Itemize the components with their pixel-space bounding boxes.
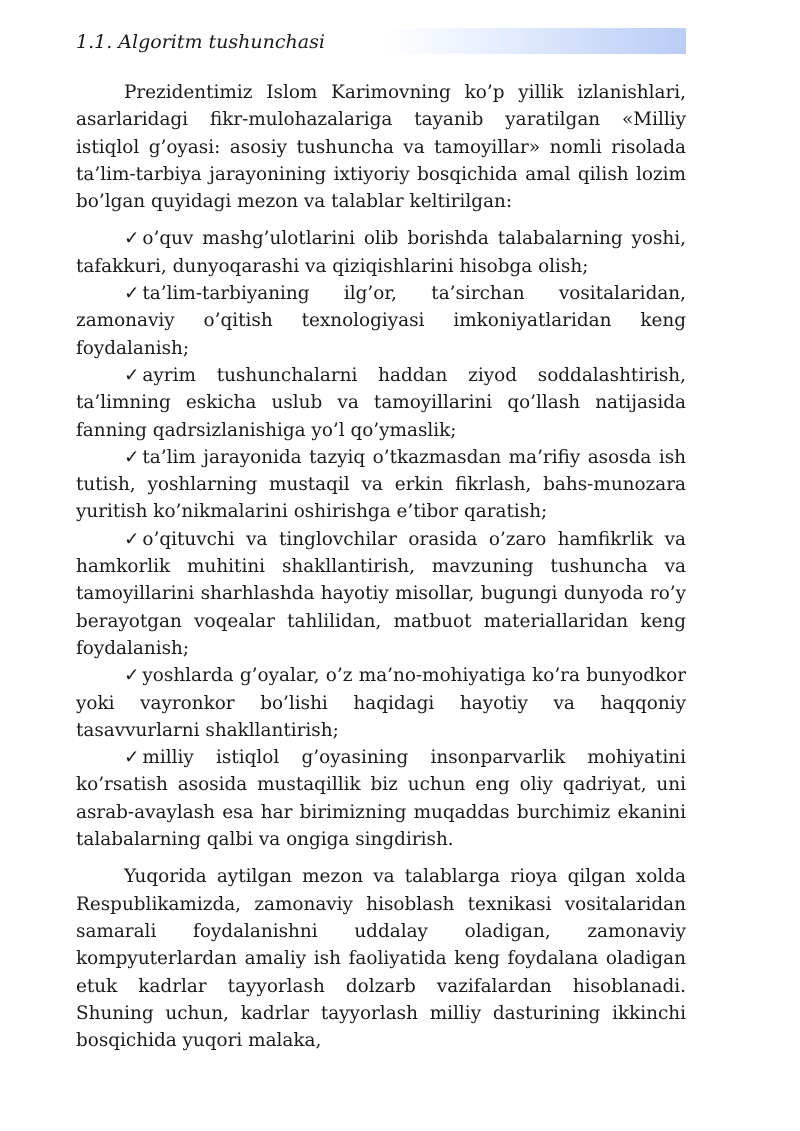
list-item-text: milliy istiqlol g’oyasining insonparvarlik mohiyatini ko’rsatish asosida mustaqillik biz uchun eng oliy qadriyat, uni asrab-avaylash esa har birimizning muqaddas burchimiz ekanini talabalarning qalbi va ongiga singdirish. bbox=[76, 747, 686, 851]
list-item bbox=[76, 280, 686, 362]
checkmark-icon: ✓ bbox=[124, 665, 140, 687]
list-item bbox=[76, 744, 686, 853]
section-header bbox=[76, 28, 686, 54]
list-item-text: o’qituvchi va tinglovchilar orasida o’zaro hamfikrlik va hamkorlik muhitini shakllantirish, mavzuning tushuncha va tamoyillarini sharhlashda hayotiy misollar, bugungi dunyoda ro’y berayotgan voqealar tahlilidan, matbuot materiallaridan keng foydalanish; bbox=[76, 528, 686, 659]
list-item-text: ta’lim jarayonida tazyiq o’tkazmasdan ma’rifiy asosda ish tutish, yoshlarning mustaqil va erkin fikrlash, bahs-munozara yuritish ko’nikmalarini oshirishga e’tibor qaratish; bbox=[76, 446, 686, 523]
list-item bbox=[76, 662, 686, 744]
list-item bbox=[76, 225, 686, 280]
list-item bbox=[76, 526, 686, 662]
section-title: 1.1. Algoritm tushunchasi bbox=[76, 31, 325, 53]
checkmark-icon: ✓ bbox=[124, 528, 140, 550]
page-body bbox=[76, 79, 686, 1054]
list-item-text: ta’lim-tarbiyaning ilg’or, ta’sirchan vositalaridan, zamonaviy o’qitish texnologiyasi imkoniyatlaridan keng foydalanish; bbox=[76, 283, 686, 359]
list-item-text: ayrim tushunchalarni haddan ziyod soddalashtirish, ta’limning eskicha uslub va tamoyillarini qo’llash natijasida fanning qadrsizlanishiga yo’l qo’ymaslik; bbox=[76, 364, 686, 441]
checkmark-icon: ✓ bbox=[124, 446, 140, 468]
intro-paragraph: Prezidentimiz Islom Karimovning ko’p yillik izlanishlari, asarlaridagi fikr-mulohazalariga tayanib yaratilgan «Milliy istiqlol g’oyasi: asosiy tushuncha va tamoyillar» nomli risolada ta’lim-tarbiya jarayonining ixtiyoriy bosqichida amal qilish lozim bo’lgan quyidagi mezon va talablar keltirilgan: bbox=[76, 82, 686, 213]
list-item-text: yoshlarda g’oyalar, o’z ma’no-mohiyatiga ko’ra bunyodkor yoki vayronkor bo’lishi haqidagi hayotiy va haqqoniy tasavvurlarni shakllantirish; bbox=[76, 665, 686, 741]
checkmark-icon: ✓ bbox=[124, 364, 140, 386]
closing-paragraph: Yuqorida aytilgan mezon va talablarga rioya qilgan xolda Respublikamizda, zamonaviy hisoblash texnikasi vositalaridan samarali foydalanishni uddalay oladigan, zamonaviy kompyuterlardan amaliy ish faoliyatida keng foydalana oladigan etuk kadrlar tayyorlash dolzarb vazifalardan hisoblanadi. Shuning uchun, kadrlar tayyorlash milliy dasturining ikkinchi bosqichida yuqori malaka, bbox=[76, 866, 686, 1052]
header-gradient-bar bbox=[386, 28, 686, 54]
list-item bbox=[76, 444, 686, 526]
checkmark-icon: ✓ bbox=[124, 747, 140, 769]
checkmark-icon: ✓ bbox=[124, 283, 140, 305]
checkmark-icon: ✓ bbox=[124, 228, 140, 250]
list-item-text: o’quv mashg’ulotlarini olib borishda talabalarning yoshi, tafakkuri, dunyoqarashi va qiziqishlarini hisobga olish; bbox=[76, 228, 686, 277]
list-item bbox=[76, 362, 686, 444]
